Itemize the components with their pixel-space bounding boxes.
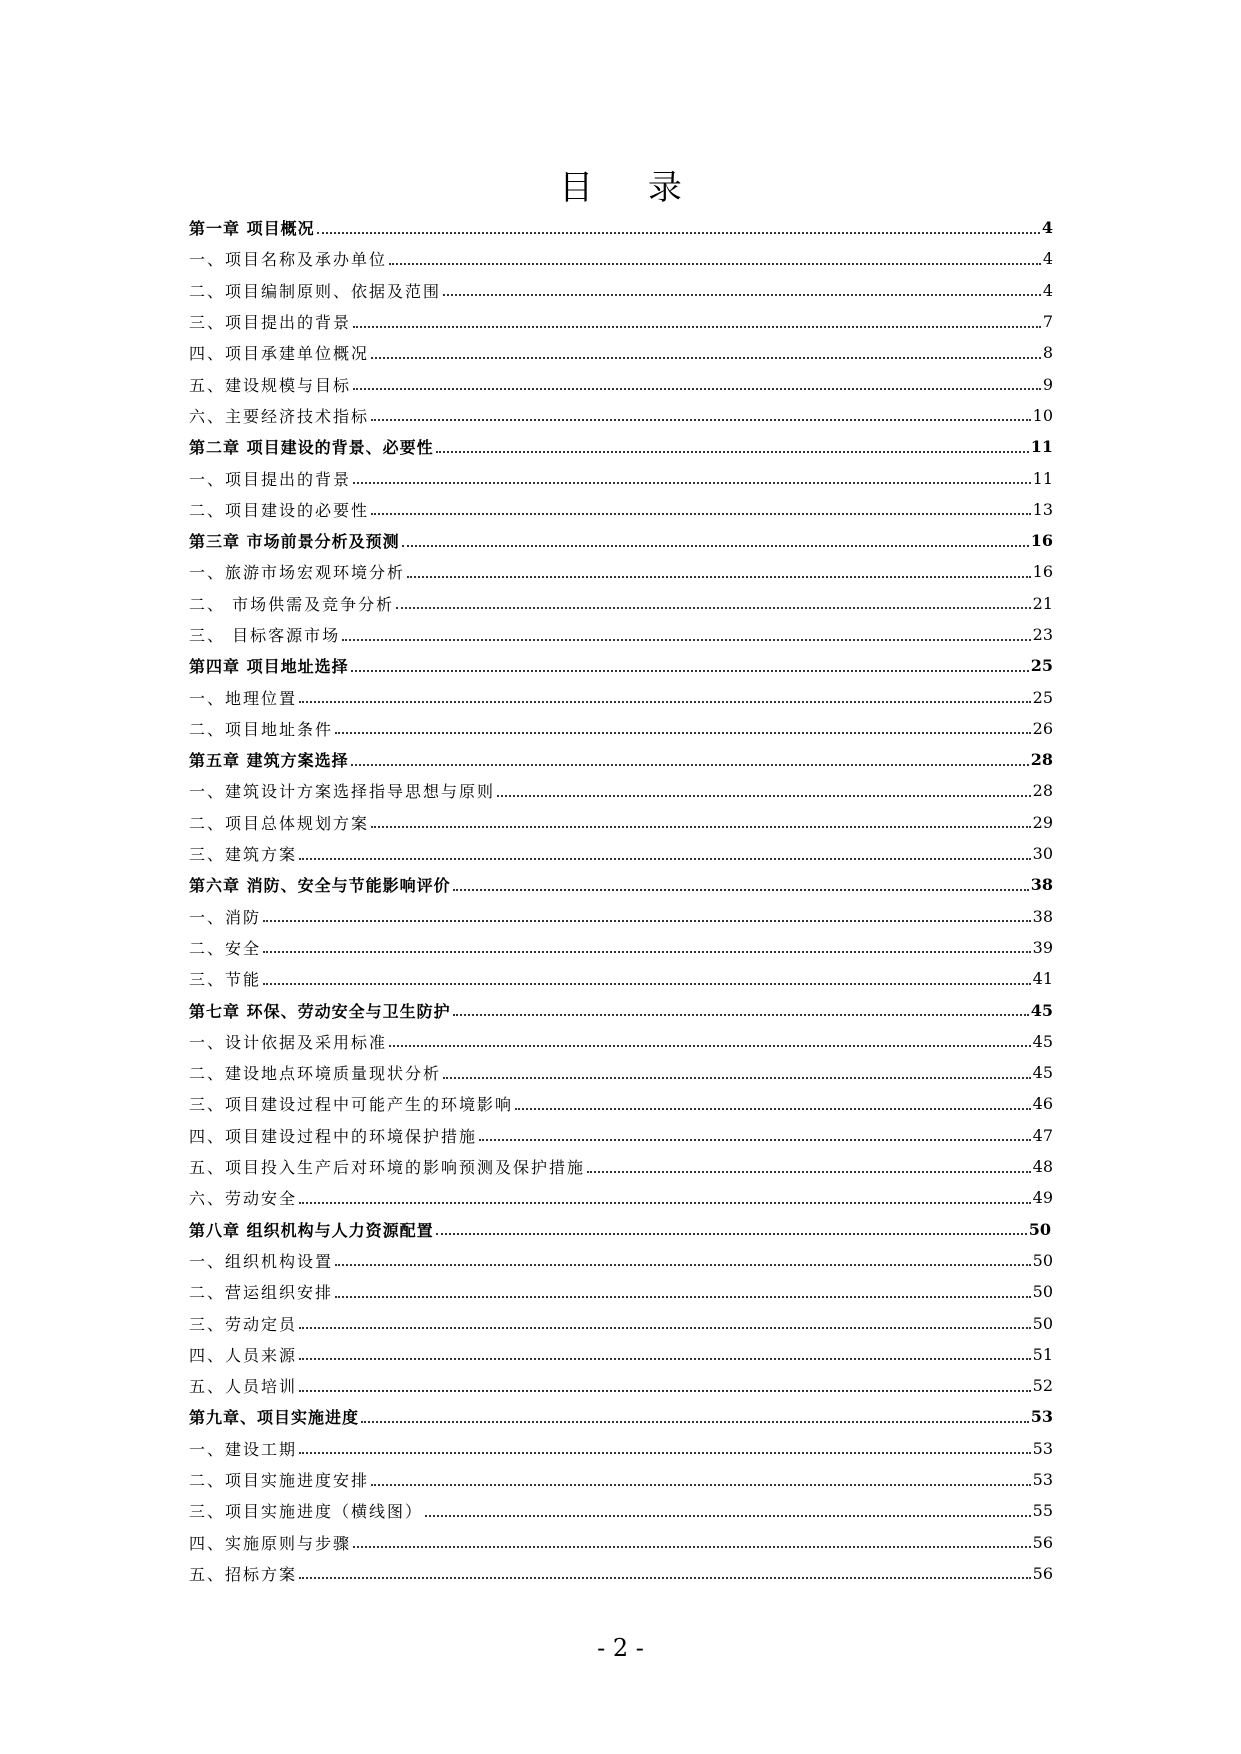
toc-section-entry[interactable] [189, 588, 1053, 619]
toc-section-entry[interactable] [189, 1182, 1053, 1213]
toc-entry-page: 30 [1032, 844, 1053, 864]
toc-dot-leader [335, 1264, 1031, 1266]
toc-entry-title: 第三章 市场前景分析及预测 [189, 532, 400, 552]
toc-section-entry[interactable] [189, 337, 1053, 368]
toc-dot-leader [515, 1108, 1031, 1110]
toc-entry-page: 47 [1032, 1125, 1053, 1145]
toc-dot-leader [351, 764, 1029, 766]
toc-entry-title: 第一章 项目概况 [189, 219, 315, 239]
toc-section-entry[interactable] [189, 494, 1053, 525]
toc-section-entry[interactable] [189, 462, 1053, 493]
toc-entry-title: 二、安全 [189, 938, 262, 958]
toc-section-entry[interactable] [189, 1307, 1053, 1338]
toc-entry-title: 三、节能 [189, 970, 262, 990]
toc-entry-title: 第二章 项目建设的背景、必要性 [189, 438, 434, 458]
toc-entry-title: 第六章 消防、安全与节能影响评价 [189, 876, 451, 896]
toc-entry-page: 11 [1030, 437, 1053, 457]
toc-chapter-entry[interactable] [189, 525, 1053, 556]
toc-entry-title: 二、项目总体规划方案 [189, 813, 370, 833]
page-number: - 2 - [597, 1634, 644, 1662]
page-title: 目 录 [559, 168, 704, 208]
toc-entry-title: 四、实施原则与步骤 [189, 1533, 352, 1553]
toc-entry-title: 一、项目提出的背景 [189, 469, 352, 489]
toc-dot-leader [497, 795, 1031, 797]
toc-entry-title: 六、劳动安全 [189, 1189, 298, 1209]
toc-entry-title: 六、主要经济技术指标 [189, 406, 370, 426]
toc-entry-page: 23 [1032, 625, 1053, 644]
toc-entry-title: 五、建设规模与目标 [189, 375, 352, 395]
toc-chapter-entry[interactable] [189, 431, 1053, 462]
toc-entry-page: 38 [1030, 875, 1053, 895]
toc-entry-page: 38 [1032, 906, 1053, 926]
toc-chapter-entry[interactable] [189, 650, 1053, 681]
toc-section-entry[interactable] [189, 1057, 1053, 1088]
toc-dot-leader [371, 419, 1031, 421]
toc-dot-leader [299, 1452, 1031, 1454]
toc-section-entry[interactable] [189, 1088, 1053, 1119]
toc-dot-leader [299, 701, 1031, 703]
toc-entry-title: 二、项目建设的必要性 [189, 500, 370, 520]
toc-dot-leader [407, 576, 1031, 578]
table-of-contents [189, 212, 1053, 1589]
toc-dot-leader [299, 1358, 1031, 1360]
toc-entry-page: 16 [1030, 531, 1053, 551]
toc-section-entry[interactable] [189, 901, 1053, 932]
toc-section-entry[interactable] [189, 306, 1053, 337]
toc-dot-leader [263, 920, 1031, 922]
toc-section-entry[interactable] [189, 1558, 1053, 1589]
toc-section-entry[interactable] [189, 619, 1053, 650]
toc-section-entry[interactable] [189, 1276, 1053, 1307]
toc-dot-leader [587, 1171, 1031, 1173]
toc-entry-title: 五、项目投入生产后对环境的影响预测及保护措施 [189, 1158, 586, 1178]
toc-entry-title: 一、组织机构设置 [189, 1251, 334, 1271]
toc-entry-page: 52 [1032, 1376, 1053, 1396]
toc-entry-page: 8 [1042, 343, 1053, 363]
toc-section-entry[interactable] [189, 775, 1053, 806]
toc-entry-page: 45 [1032, 1063, 1053, 1083]
toc-entry-title: 第七章 环保、劳动安全与卫生防护 [189, 1001, 451, 1021]
toc-dot-leader [351, 670, 1029, 672]
toc-entry-page: 56 [1032, 1563, 1053, 1583]
toc-entry-page: 4 [1042, 249, 1053, 269]
toc-entry-page: 53 [1032, 1470, 1053, 1490]
toc-entry-title: 二、营运组织安排 [189, 1283, 334, 1303]
toc-section-entry[interactable] [189, 1245, 1053, 1276]
toc-chapter-entry[interactable] [189, 1214, 1051, 1245]
toc-entry-title: 四、项目承建单位概况 [189, 344, 370, 364]
toc-dot-leader [299, 1577, 1031, 1579]
toc-section-entry[interactable] [189, 932, 1053, 963]
toc-section-entry[interactable] [189, 1370, 1053, 1401]
toc-entry-page: 28 [1030, 750, 1053, 770]
toc-entry-page: 4 [1041, 218, 1053, 238]
toc-section-entry[interactable] [189, 1339, 1053, 1370]
toc-chapter-entry[interactable] [189, 1401, 1053, 1432]
toc-section-entry[interactable] [189, 1120, 1053, 1151]
toc-section-entry[interactable] [189, 1495, 1053, 1526]
toc-entry-page: 50 [1032, 1282, 1053, 1302]
toc-dot-leader [342, 639, 1031, 641]
toc-entry-title: 二、 市场供需及竞争分析 [189, 594, 395, 614]
toc-entry-title: 二、项目编制原则、依据及范围 [189, 281, 442, 301]
toc-dot-leader [436, 1233, 1027, 1235]
toc-dot-leader [317, 232, 1040, 234]
toc-entry-page: 26 [1032, 718, 1053, 738]
toc-dot-leader [371, 826, 1031, 828]
toc-section-entry[interactable] [189, 681, 1053, 712]
toc-entry-page: 21 [1032, 593, 1053, 613]
toc-entry-page: 53 [1032, 1438, 1053, 1458]
toc-dot-leader [402, 545, 1029, 547]
toc-section-entry[interactable] [189, 556, 1053, 587]
toc-entry-page: 50 [1032, 1250, 1053, 1270]
toc-entry-title: 二、建设地点环境质量现状分析 [189, 1064, 442, 1084]
toc-entry-page: 25 [1030, 656, 1053, 676]
toc-entry-title: 二、项目实施进度安排 [189, 1471, 370, 1491]
toc-entry-title: 三、项目建设过程中可能产生的环境影响 [189, 1095, 514, 1115]
toc-dot-leader [425, 1515, 1031, 1517]
toc-section-entry[interactable] [189, 807, 1053, 838]
toc-entry-page: 10 [1032, 405, 1053, 425]
toc-chapter-entry[interactable] [189, 744, 1053, 775]
toc-entry-title: 五、人员培训 [189, 1377, 298, 1397]
toc-entry-page: 49 [1032, 1188, 1053, 1208]
toc-entry-page: 41 [1032, 969, 1053, 989]
toc-dot-leader [443, 294, 1041, 296]
toc-dot-leader [353, 326, 1041, 328]
toc-dot-leader [299, 858, 1031, 860]
toc-section-entry[interactable] [189, 275, 1053, 306]
toc-entry-page: 56 [1032, 1532, 1053, 1552]
toc-dot-leader [299, 1390, 1031, 1392]
toc-chapter-entry[interactable] [189, 212, 1053, 243]
toc-entry-page: 48 [1032, 1157, 1053, 1177]
toc-entry-page: 25 [1032, 687, 1053, 707]
toc-section-entry[interactable] [189, 1433, 1053, 1464]
toc-entry-page: 55 [1032, 1501, 1053, 1521]
toc-entry-title: 三、 目标客源市场 [189, 626, 341, 645]
toc-dot-leader [335, 1296, 1031, 1298]
toc-entry-page: 46 [1032, 1094, 1053, 1114]
toc-entry-title: 一、地理位置 [189, 688, 298, 708]
toc-dot-leader [353, 388, 1041, 390]
toc-entry-title: 三、项目实施进度（横线图） [189, 1502, 424, 1522]
toc-dot-leader [371, 513, 1031, 515]
toc-dot-leader [436, 451, 1029, 453]
toc-dot-leader [353, 482, 1031, 484]
toc-entry-title: 三、建筑方案 [189, 845, 298, 865]
toc-entry-title: 第四章 项目地址选择 [189, 657, 349, 677]
toc-entry-page: 50 [1032, 1313, 1053, 1333]
toc-dot-leader [479, 1139, 1031, 1141]
toc-dot-leader [371, 1484, 1031, 1486]
toc-entry-title: 一、项目名称及承办单位 [189, 250, 388, 270]
toc-dot-leader [396, 607, 1031, 609]
toc-dot-leader [335, 732, 1031, 734]
toc-entry-page: 29 [1032, 812, 1053, 832]
toc-chapter-entry[interactable] [189, 869, 1053, 900]
toc-entry-title: 一、建设工期 [189, 1439, 298, 1459]
toc-section-entry[interactable] [189, 1026, 1053, 1057]
toc-entry-page: 39 [1032, 937, 1053, 957]
toc-entry-title: 四、项目建设过程中的环境保护措施 [189, 1126, 478, 1146]
toc-dot-leader [361, 1421, 1029, 1423]
toc-entry-title: 第八章 组织机构与人力资源配置 [189, 1220, 434, 1240]
toc-dot-leader [443, 1077, 1031, 1079]
toc-entry-title: 三、劳动定员 [189, 1314, 298, 1334]
toc-section-entry[interactable] [189, 368, 1053, 399]
toc-entry-page: 13 [1032, 499, 1053, 519]
toc-dot-leader [371, 357, 1041, 359]
toc-section-entry[interactable] [189, 1151, 1053, 1182]
toc-dot-leader [263, 983, 1031, 985]
toc-entry-title: 二、项目地址条件 [189, 719, 334, 739]
toc-entry-page: 45 [1030, 1000, 1053, 1020]
toc-entry-title: 一、消防 [189, 907, 262, 927]
toc-entry-title: 一、设计依据及采用标准 [189, 1032, 388, 1052]
toc-dot-leader [389, 263, 1041, 265]
toc-entry-page: 51 [1032, 1344, 1053, 1364]
toc-entry-title: 三、项目提出的背景 [189, 313, 352, 333]
toc-section-entry[interactable] [189, 713, 1053, 744]
toc-dot-leader [299, 1202, 1031, 1204]
toc-entry-page: 16 [1032, 562, 1053, 582]
toc-section-entry[interactable] [189, 838, 1053, 869]
toc-entry-page: 50 [1028, 1219, 1051, 1239]
toc-chapter-entry[interactable] [189, 994, 1053, 1025]
toc-section-entry[interactable] [189, 963, 1053, 994]
toc-entry-title: 五、招标方案 [189, 1564, 298, 1584]
toc-entry-page: 28 [1032, 781, 1053, 801]
toc-entry-page: 11 [1032, 468, 1053, 488]
toc-dot-leader [263, 951, 1031, 953]
toc-dot-leader [453, 889, 1029, 891]
toc-section-entry[interactable] [189, 1464, 1053, 1495]
toc-dot-leader [389, 1045, 1031, 1047]
toc-entry-title: 四、人员来源 [189, 1345, 298, 1365]
toc-entry-title: 第五章 建筑方案选择 [189, 751, 349, 771]
toc-entry-page: 9 [1042, 374, 1053, 394]
toc-section-entry[interactable] [189, 243, 1053, 274]
toc-section-entry[interactable] [189, 1526, 1053, 1557]
toc-dot-leader [353, 1546, 1031, 1548]
toc-entry-page: 45 [1032, 1031, 1053, 1051]
toc-entry-title: 一、旅游市场宏观环境分析 [189, 563, 406, 583]
toc-entry-page: 4 [1042, 280, 1053, 300]
toc-dot-leader [453, 1014, 1029, 1016]
toc-entry-title: 第九章、项目实施进度 [189, 1408, 360, 1428]
toc-entry-page: 53 [1030, 1407, 1053, 1427]
toc-entry-page: 7 [1042, 312, 1053, 332]
toc-section-entry[interactable] [189, 400, 1053, 431]
toc-entry-title: 一、建筑设计方案选择指导思想与原则 [189, 782, 496, 802]
toc-dot-leader [299, 1327, 1031, 1329]
